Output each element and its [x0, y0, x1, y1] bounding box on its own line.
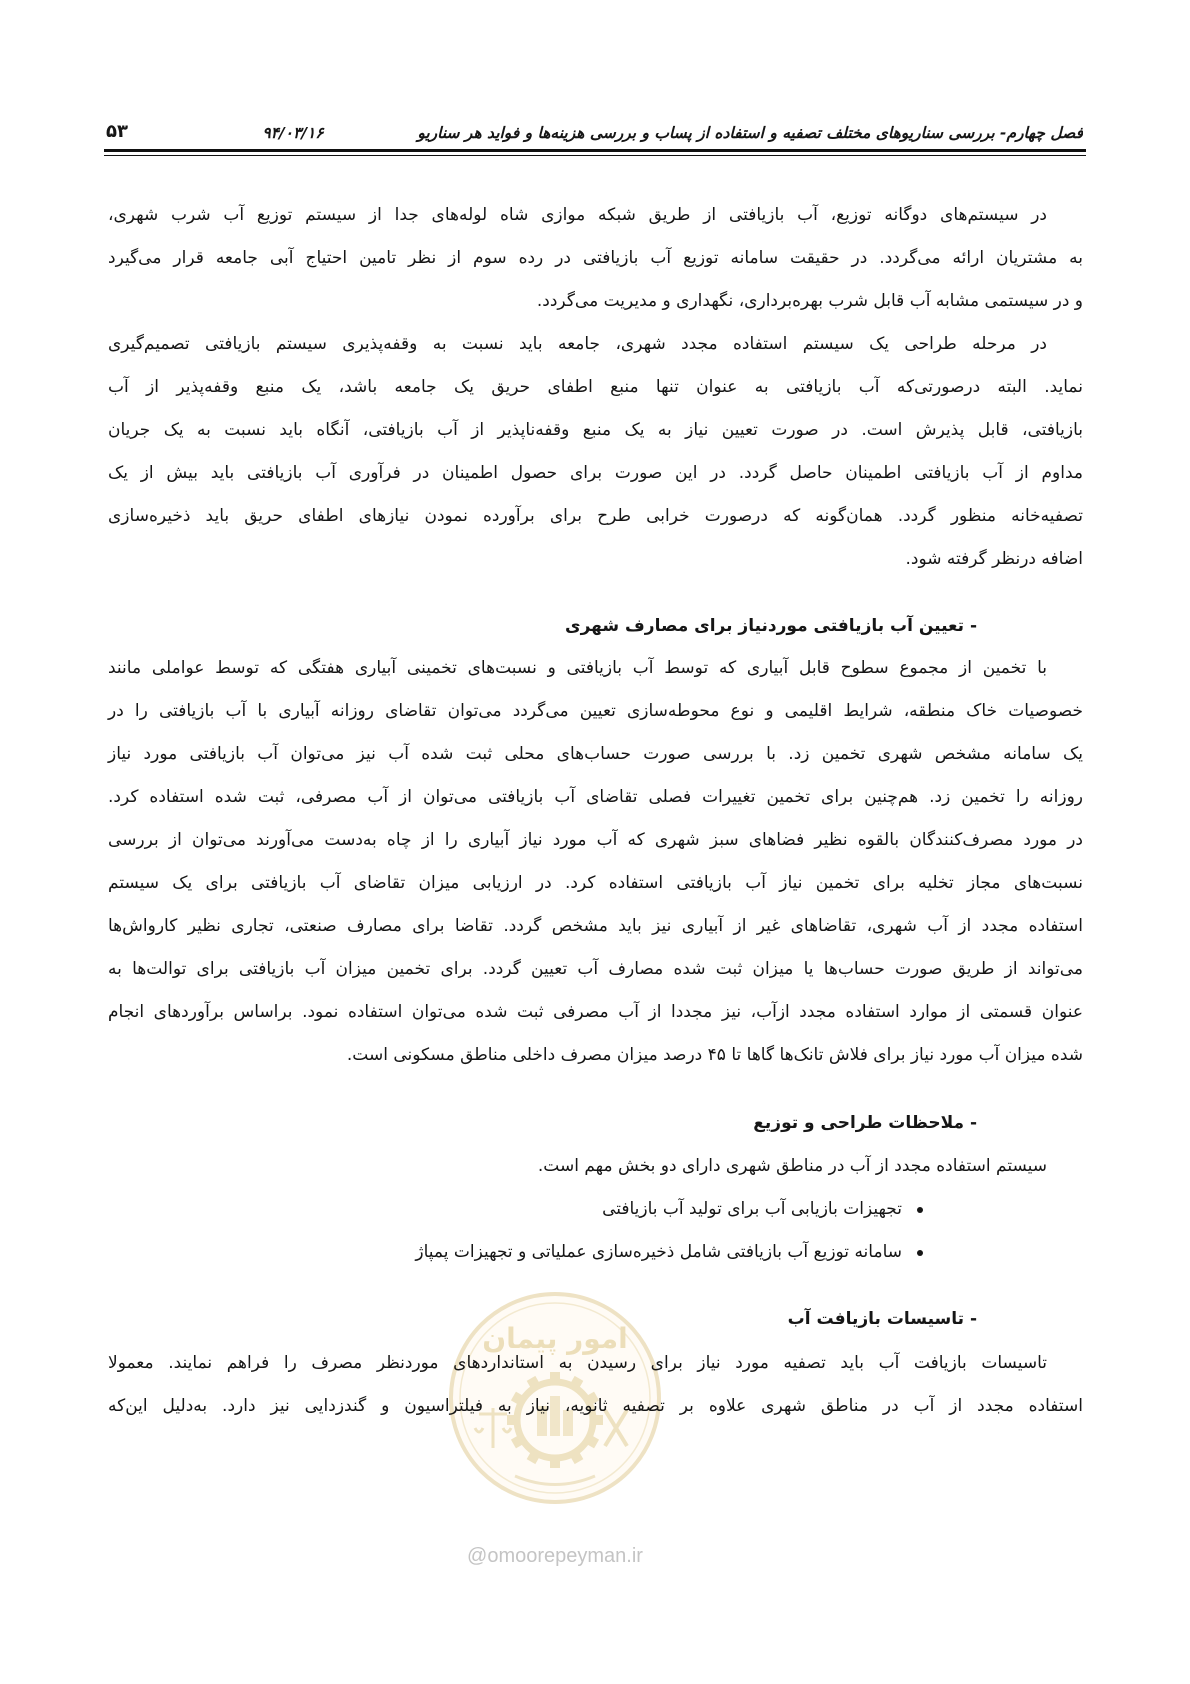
list-item — [108, 1188, 1083, 1231]
paragraph-line: و در سیستمی مشابه آب قابل شرب بهره‌برداری، نگهداری و مدیریت می‌گردد. — [536, 291, 1083, 311]
watermark-site-text: @omoorepeyman.ir — [467, 1545, 643, 1567]
paragraph-line: یک سامانه مشخص شهری تخمین زد. با بررسی صورت حساب‌های محلی ثبت شده آب نیز می‌توان آب بازیافتی مورد نیاز — [108, 744, 1083, 764]
list-item-text: سامانه توزیع آب بازیافتی شامل ذخیره‌سازی عملیاتی و تجهیزات پمپاژ — [415, 1242, 902, 1262]
bullet-icon — [917, 1207, 923, 1213]
paragraph-line: تاسیسات بازیافت آب باید تصفیه مورد نیاز برای رسیدن به استانداردهای موردنظر مصرف را فراهم نمایند. معمولا — [108, 1353, 1047, 1373]
paragraph — [108, 1145, 1083, 1188]
paragraph-line: اضافه درنظر گرفته شود. — [905, 549, 1083, 569]
paragraph-line: سیستم استفاده مجدد از آب در مناطق شهری دارای دو بخش مهم است. — [537, 1156, 1047, 1176]
header-rule-thick — [104, 149, 1086, 152]
paragraph-line: استفاده مجدد از آب در مناطق شهری علاوه بر تصفیه ثانویه، نیاز به فیلتراسیون و گندزدایی نیز دارد. به‌دلیل این‌که — [108, 1396, 1083, 1416]
section-heading: - تاسیسات بازیافت آب — [787, 1309, 977, 1329]
paragraph-line: با تخمین از مجموع سطوح قابل آبیاری که توسط آب بازیافتی و نسبت‌های تخمینی آبیاری هفتگی که توسط عواملی مانند — [108, 658, 1047, 678]
paragraph-line: در سیستم‌های دوگانه توزیع، آب بازیافتی از طریق شبکه موازی شاه لوله‌های جدا از سیستم توزیع آب شرب شهری، — [108, 205, 1047, 225]
page-number: ۵۳ — [106, 121, 128, 142]
paragraph-line: نسبت‌های مجاز تخلیه برای تخمین نیاز آب بازیافتی استفاده کرد. در ارزیابی میزان تقاضای آب بازیافتی برای یک سیستم — [108, 873, 1083, 893]
paragraph — [108, 1342, 1083, 1428]
paragraph-line: به مشتریان ارائه می‌گردد. در حقیقت سامانه توزیع آب بازیافتی در رده سوم از نظر تامین احتیاج آبی جامعه قرار می‌گیرد — [108, 248, 1083, 268]
paragraph-line: تصفیه‌خانه منظور گردد. همان‌گونه که درصورت خرابی طرح برای برآورده نمودن نیازهای اطفای حریق باید ذخیره‌سازی — [108, 506, 1083, 526]
paragraph-line: در مورد مصرف‌کنندگان بالقوه نظیر فضاهای سبز شهری که آب مورد نیاز آبیاری را از چاه به‌دست می‌آورند می‌توان از بررسی — [108, 830, 1083, 850]
paragraph-line: می‌تواند از طریق صورت حساب‌ها یا میزان ثبت شده مصارف آب تعیین گردد. برای تخمین میزان آب بازیافتی برای توالت‌ها به — [108, 959, 1083, 979]
paragraph-line: در مرحله طراحی یک سیستم استفاده مجدد شهری، جامعه باید نسبت به وقفه‌پذیری سیستم بازیافتی تصمیم‌گیری — [108, 334, 1047, 354]
paragraph-line: استفاده مجدد از آب شهری، تقاضاهای غیر از آبیاری نیز باید مشخص گردد. تقاضا برای مصارف صنعتی، تجاری نظیر کارواش‌ها — [108, 916, 1083, 936]
header-date: ۹۴/۰۳/۱۶ — [262, 124, 324, 142]
logo-text: امور پیمان — [482, 1322, 628, 1355]
paragraph — [108, 323, 1083, 581]
list-item — [108, 1231, 1083, 1274]
paragraph-line: شده میزان آب مورد نیاز برای فلاش تانک‌ها گاها تا ۴۵ درصد میزان مصرف داخلی مناطق مسکونی است. — [346, 1045, 1083, 1065]
header-rule-thin — [104, 155, 1086, 156]
paragraph-line: مداوم از آب بازیافتی اطمینان حاصل گردد. در این صورت برای حصول اطمینان در فرآوری آب بازیافتی باید بیش از یک — [108, 463, 1083, 483]
section-heading: - ملاحظات طراحی و توزیع — [753, 1113, 977, 1133]
paragraph-line: بازیافتی، قابل پذیرش است. در صورت تعیین نیاز به یک منبع وقفه‌ناپذیر از آب بازیافتی، آنگاه باید نسبت به یک جریان — [108, 420, 1083, 440]
list-item-text: تجهیزات بازیابی آب برای تولید آب بازیافتی — [602, 1199, 902, 1219]
paragraph-line: روزانه را تخمین زد. هم‌چنین برای تخمین تغییرات فصلی تقاضای آب بازیافتی می‌توان از آب مصرفی، ثبت شده استفاده کرد. — [108, 787, 1083, 807]
paragraph-line: نماید. البته درصورتی‌که آب بازیافتی به عنوان تنها منبع اطفای حریق یک جامعه باشد، یک منبع وقفه‌پذیر از آب — [108, 377, 1083, 397]
section-heading: - تعیین آب بازیافتی موردنیاز برای مصارف شهری — [565, 616, 977, 636]
paragraph — [108, 647, 1083, 1077]
paragraph-line: عنوان قسمتی از موارد استفاده مجدد ازآب، نیز مجددا از آب مصرفی ثبت شده می‌توان استفاده نمود. براساس برآوردهای انجام — [108, 1002, 1083, 1022]
paragraph-line: خصوصیات خاک منطقه، شرایط اقلیمی و نوع محوطه‌سازی تعیین می‌گردد می‌توان تقاضای روزانه آبیاری با آب بازیافتی را در — [108, 701, 1083, 721]
paragraph — [108, 194, 1083, 323]
chapter-header-title: فصل چهارم- بررسی سناریوهای مختلف تصفیه و استفاده از پساب و بررسی هزینه‌ها و فواید هر سناریو — [417, 124, 1083, 142]
bullet-icon — [917, 1250, 923, 1256]
bullet-list — [108, 1188, 1083, 1274]
